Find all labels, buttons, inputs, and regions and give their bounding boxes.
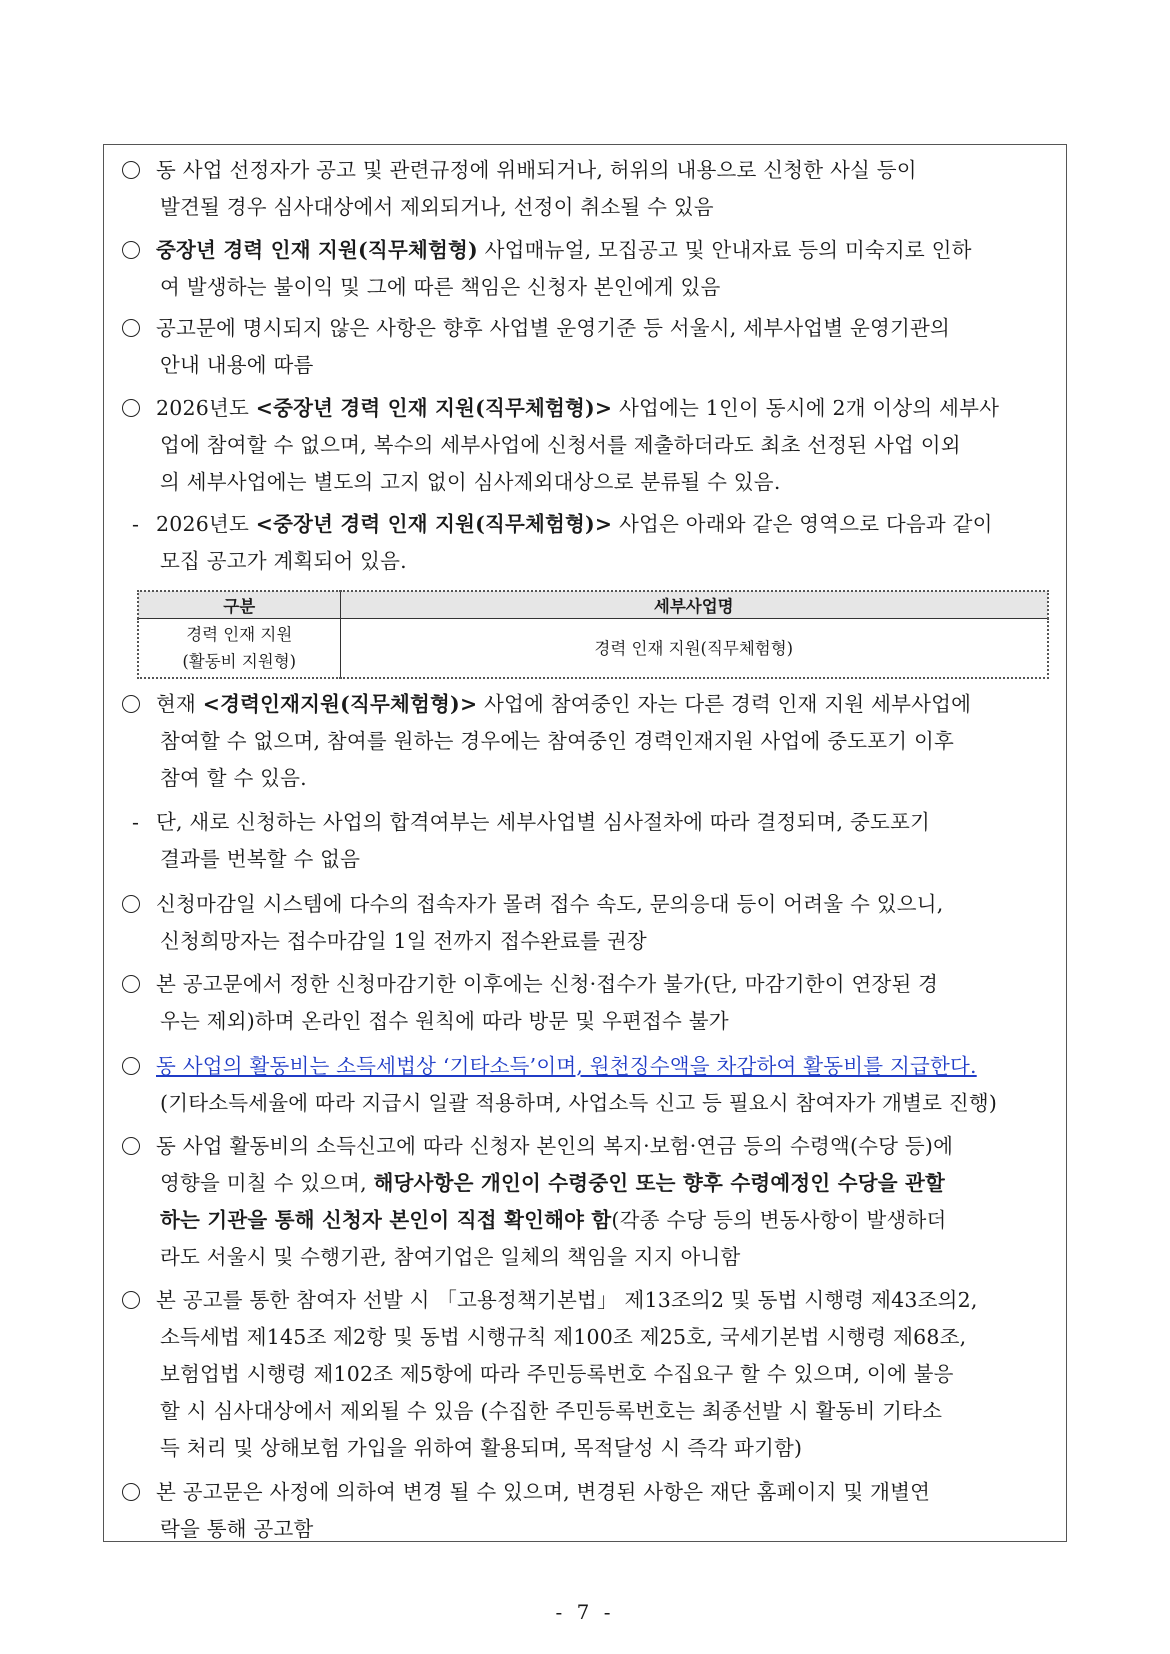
circle-bullet-icon [122,310,146,347]
notice-text: 참여 할 수 있음. [160,766,307,790]
notice-item [122,1048,1058,1122]
notice-item [122,1474,1058,1548]
notice-text [122,686,1058,723]
year-prefix: 2026년도 [156,512,256,536]
notice-text: 업에 참여할 수 없으며, 복수의 세부사업에 신청서를 제출하더라도 최초 선정된 사업 이외 [160,433,961,457]
notice-text [122,506,1058,543]
circle-bullet-icon [122,1128,146,1165]
column-header-category: 구분 [138,591,340,619]
circle-bullet-icon [122,966,146,1003]
circle-bullet-icon [122,1474,146,1511]
notice-text: 발견될 경우 심사대상에서 제외되거나, 선정이 취소될 수 있음 [160,195,714,219]
notice-item [122,886,1058,960]
circle-bullet-icon [122,1048,146,1085]
notice-text-part: (각종 수당 등의 변동사항이 발생하더 [611,1208,947,1232]
emphasis-text: <경력인재지원(직무체험형)> [202,692,478,716]
column-header-project: 세부사업명 [340,591,1048,619]
circle-bullet-icon [122,886,146,923]
notice-text: 여 발생하는 불이익 및 그에 따른 책임은 신청자 본인에게 있음 [160,275,721,299]
circle-bullet-icon [122,152,146,189]
notice-text: 보험업법 시행령 제102조 제5항에 따라 주민등록번호 수집요구 할 수 있으며, 이에 불응 [160,1362,954,1386]
emphasis-text: 중장년 경력 인재 지원(직무체험형) [156,238,478,262]
notice-item [122,152,1058,226]
circle-bullet-icon [122,1282,146,1319]
notice-item [122,232,1058,306]
notice-text: 할 시 심사대상에서 제외될 수 있음 (수집한 주민등록번호는 최종선발 시 활동비 기타소 [160,1399,943,1423]
page-number: - 7 - [555,1600,615,1624]
notice-text: 의 세부사업에는 별도의 고지 없이 심사제외대상으로 분류될 수 있음. [160,470,781,494]
notice-text: 신청희망자는 접수마감일 1일 전까지 접수완료를 권장 [160,929,647,953]
emphasis-text: 해당사항은 개인이 수령중인 또는 향후 수령예정인 수당을 관할 [373,1171,946,1195]
notice-text [122,1202,1058,1239]
notice-text [122,390,1058,427]
notice-text-rest: 사업은 아래와 같은 영역으로 다음과 같이 [612,512,993,536]
notice-item [122,310,1058,384]
category-line: (활동비 지원형) [182,652,297,671]
notice-text-rest: 사업매뉴얼, 모집공고 및 안내자료 등의 미숙지로 인하 [477,238,972,262]
notice-text: 본 공고문은 사정에 의하여 변경 될 수 있으며, 변경된 사항은 재단 홈페이지 및 개별연 [156,1480,931,1504]
circle-bullet-icon [122,686,146,723]
notice-item [122,966,1058,1040]
notice-item [122,1282,1058,1467]
notice-text: 신청마감일 시스템에 다수의 접속자가 몰려 접수 속도, 문의응대 등이 어려울 수 있으니, [156,892,944,916]
dash-bullet: - [132,512,140,536]
notice-subitem [122,506,1058,580]
table-row [138,619,1048,679]
notice-text: 모집 공고가 계획되어 있음. [160,549,407,573]
category-line: 경력 인재 지원 [186,625,293,644]
notice-text-part: 영향을 미칠 수 있으며, [160,1171,374,1195]
notice-text [122,232,1058,269]
project-table [137,590,1049,679]
notice-text: 안내 내용에 따름 [160,353,314,377]
emphasis-text: 하는 기관을 통해 신청자 본인이 직접 확인해야 함 [160,1208,612,1232]
notice-text-rest: 사업에는 1인이 동시에 2개 이상의 세부사 [612,396,1000,420]
year-prefix: 2026년도 [156,396,256,420]
notice-item [122,1128,1058,1276]
category-cell [138,619,340,679]
notice-text: 본 공고문에서 정한 신청마감기한 이후에는 신청·접수가 불가(단, 마감기한이 연장된 경 [156,972,939,996]
notice-text: 득 처리 및 상해보험 가입을 위하여 활용되며, 목적달성 시 즉각 파기함) [160,1436,803,1460]
notice-text [122,1165,1058,1202]
notice-text: 결과를 번복할 수 없음 [160,847,361,871]
notice-text: 동 사업 선정자가 공고 및 관련규정에 위배되거나, 허위의 내용으로 신청한 사실 등이 [156,158,917,182]
notice-text: 참여할 수 없으며, 참여를 원하는 경우에는 참여중인 경력인재지원 사업에 중도포기 이후 [160,729,954,753]
notice-text: 단, 새로 신청하는 사업의 합격여부는 세부사업별 심사절차에 따라 결정되며, 중도포기 [156,810,930,834]
emphasis-text: <중장년 경력 인재 지원(직무체험형)> [255,396,613,420]
table-header-row [138,591,1048,619]
notice-text: 우는 제외)하며 온라인 접수 원칙에 따라 방문 및 우편접수 불가 [160,1009,729,1033]
notice-text: 라도 서울시 및 수행기관, 참여기업은 일체의 책임을 지지 아니함 [160,1245,741,1269]
notice-item [122,686,1058,797]
highlighted-notice-text: 동 사업의 활동비는 소득세법상 ‘기타소득’이며, 원천징수액을 차감하여 활동비를 지급한다. [156,1054,977,1078]
notice-text: 동 사업 활동비의 소득신고에 따라 신청자 본인의 복지·보험·연금 등의 수령액(수당 등)에 [156,1134,954,1158]
notice-text: 소득세법 제145조 제2항 및 동법 시행규칙 제100조 제25호, 국세기본법 시행령 제68조, [160,1325,967,1349]
notice-text: 공고문에 명시되지 않은 사항은 향후 사업별 운영기준 등 서울시, 세부사업별 운영기관의 [156,316,950,340]
notice-text: 락을 통해 공고함 [160,1517,314,1541]
emphasis-text: <중장년 경력 인재 지원(직무체험형)> [255,512,613,536]
circle-bullet-icon [122,232,146,269]
notice-text: (기타소득세율에 따라 지급시 일괄 적용하며, 사업소득 신고 등 필요시 참여자가 개별로 진행) [160,1091,998,1115]
notice-text-rest: 사업에 참여중인 자는 다른 경력 인재 지원 세부사업에 [477,692,972,716]
project-cell: 경력 인재 지원(직무체험형) [594,638,794,658]
dash-bullet: - [132,810,140,834]
circle-bullet-icon [122,390,146,427]
notice-subitem [122,804,1058,878]
prefix: 현재 [156,692,203,716]
notice-text: 본 공고를 통한 참여자 선발 시 「고용정책기본법」 제13조의2 및 동법 시행령 제43조의2, [156,1288,978,1312]
notice-item [122,390,1058,501]
